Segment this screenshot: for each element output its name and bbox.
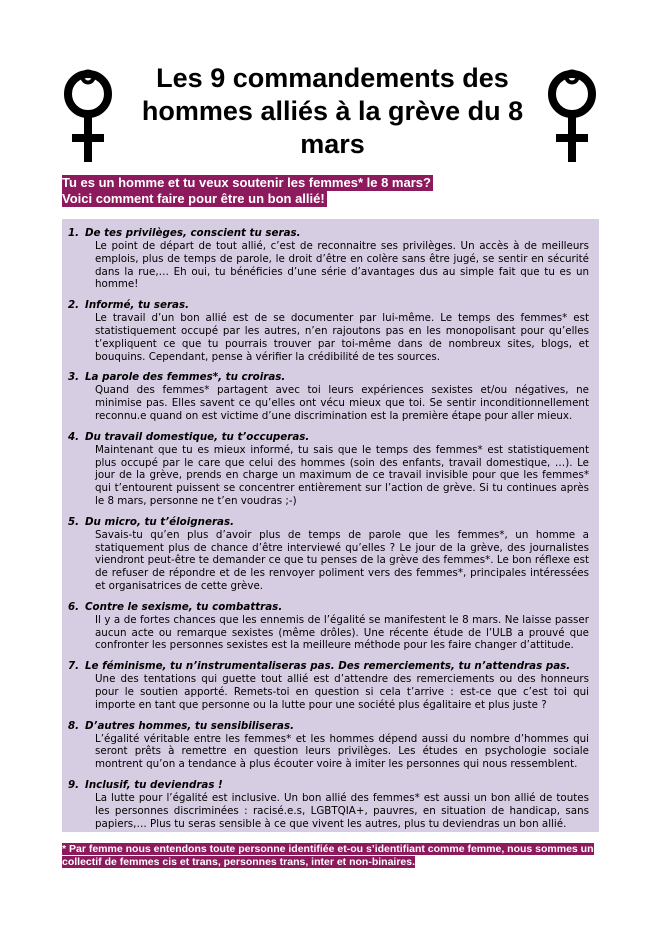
commandment-heading bbox=[68, 720, 589, 733]
commandment-number: 3. bbox=[68, 371, 80, 384]
commandment-item bbox=[68, 371, 589, 422]
commandment-item bbox=[68, 431, 589, 508]
commandment-number: 9. bbox=[68, 778, 80, 791]
commandment-number: 7. bbox=[68, 660, 80, 673]
commandment-text: Savais-tu qu’en plus d’avoir plus de temps de parole que les femmes*, un homme a statiquement plus de chance d’être interviewé qu’elles ? Le jour de la grève, des journalistes viendront peut-être te demander ce que tu penses de la grève des femmes*. Le bon réflexe est de refuser de répondre et de les renvoyer poliment vers des femmes*, principales intéressées et organisatrices de cette grève. bbox=[95, 528, 589, 592]
commandment-title: D’autres hommes, tu sensibiliseras. bbox=[85, 719, 294, 732]
commandment-heading bbox=[68, 601, 589, 614]
commandment-heading bbox=[68, 779, 589, 792]
intro-line-2: Voici comment faire pour être un bon allié! bbox=[62, 191, 325, 206]
venus-symbol-icon bbox=[544, 60, 600, 164]
page-title: Les 9 commandements des hommes alliés à la grève du 8 mars bbox=[141, 63, 524, 159]
commandment-item bbox=[68, 720, 589, 771]
commandments-list bbox=[62, 219, 599, 832]
commandment-number: 2. bbox=[68, 299, 80, 312]
commandment-text: Il y a de fortes chances que les ennemis de l’égalité se manifestent le 8 mars. Ne laisse passer aucun acte ou remarque sexistes (même drôles). Une récente étude de l’ULB a prouvé que confronter les personnes sexistes est la meilleure méthode pour les faire changer d’attitude. bbox=[95, 613, 589, 652]
commandment-item bbox=[68, 516, 589, 593]
commandment-heading bbox=[68, 516, 589, 529]
intro-line-1: Tu es un homme et tu veux soutenir les femmes* le 8 mars? bbox=[62, 175, 431, 190]
commandment-number: 8. bbox=[68, 719, 80, 732]
footnote-text: * Par femme nous entendons toute personne identifiée et-ou s’identifiant comme femme, nous sommes un collectif de femmes cis et trans, personnes trans, inter et non-binaires. bbox=[62, 843, 594, 868]
commandment-title: Le féminisme, tu n’instrumentaliseras pas. Des remerciements, tu n’attendras pas. bbox=[85, 660, 571, 673]
commandment-title: De tes privilèges, conscient tu seras. bbox=[85, 227, 301, 239]
commandment-title: La parole des femmes*, tu croiras. bbox=[85, 371, 286, 384]
commandment-title: Du micro, tu t’éloigneras. bbox=[85, 515, 235, 528]
commandment-heading bbox=[68, 299, 589, 312]
commandment-item bbox=[68, 779, 589, 830]
commandment-item bbox=[68, 227, 589, 291]
commandment-number: 6. bbox=[68, 600, 80, 613]
venus-symbol-icon bbox=[60, 60, 116, 164]
commandment-number: 5. bbox=[68, 515, 80, 528]
commandment-title: Du travail domestique, tu t’occuperas. bbox=[85, 430, 310, 443]
commandment-heading bbox=[68, 660, 589, 673]
footnote bbox=[62, 843, 599, 869]
commandment-title: Contre le sexisme, tu combattras. bbox=[85, 600, 283, 613]
commandment-item bbox=[68, 601, 589, 652]
commandment-text: Une des tentations qui guette tout allié est d’attendre des remerciements ou des honneurs pour le soutien apporté. Remets-toi en question si cela t’arrive : est-ce que c’est toi qui importe en tant que personne ou la lutte pour une société plus égalitaire et plus juste ? bbox=[95, 673, 589, 711]
commandment-heading bbox=[68, 371, 589, 384]
commandment-item bbox=[68, 660, 589, 711]
commandment-text: Le point de départ de tout allié, c’est de reconnaitre ses privilèges. Un accès à de meilleurs emplois, plus de temps de parole, le droit d’être en colère sans être jugé, se sentir en sécurité dans la rue,… Eh oui, tu bénéficies d’une série d’avantages dus au simple fait que tu es un homme! bbox=[95, 240, 589, 291]
commandment-number: 1. bbox=[68, 227, 80, 239]
commandment-text: Le travail d’un bon allié est de se documenter par lui-même. Le temps des femmes* est statistiquement occupé par les autres, n’en rajoutons pas en les monopolisant pour qu’elles t’expliquent ce que tu pourrais trouver par toi-même dans de nombreux sites, blogs, et bouquins. Cependant, pense à vérifier la crédibilité de tes sources. bbox=[95, 312, 589, 363]
commandment-text: Maintenant que tu es mieux informé, tu sais que le temps des femmes* est statistiquement plus occupé par le care que celui des hommes (soin des enfants, travail domestique, …). Le jour de la grève, prends en charge un maximum de ce travail invisible pour que les femmes* qui t’entourent puissent se concentrer entièrement sur l’action de grève. Si tu continues après le 8 mars, personne ne t’en voudras ;-) bbox=[95, 443, 589, 507]
intro-banner bbox=[62, 175, 433, 207]
commandment-heading bbox=[68, 431, 589, 444]
commandment-text: L’égalité véritable entre les femmes* et les hommes dépend aussi du nombre d’hommes qui seront prêts à remettre en question leurs privilèges. Les études en psychologie sociale montrent qu’on a tendance à plus écouter voire à imiter les personnes qui nous ressemblent. bbox=[95, 732, 589, 771]
commandment-heading bbox=[68, 227, 589, 240]
commandment-number: 4. bbox=[68, 430, 80, 443]
commandment-title: Informé, tu seras. bbox=[85, 299, 190, 312]
commandment-item bbox=[68, 299, 589, 363]
commandment-title: Inclusif, tu deviendras ! bbox=[85, 778, 223, 791]
commandment-text: La lutte pour l’égalité est inclusive. Un bon allié des femmes* est aussi un bon allié de toutes les personnes discriminées : racisé.e.s, LGBTQIA+, pauvres, en situation de handicap, sans papiers,… Plus tu seras sensible à ce que vivent les autres, plus tu deviendras un bon allié. bbox=[95, 791, 589, 830]
commandment-text: Quand des femmes* partagent avec toi leurs expériences sexistes et/ou négatives, ne minimise pas. Elles savent ce qu’elles ont vécu mieux que toi. Se sentir inconditionnellement reconnu.e quand on est victime d’une discrimination est la première étape pour aller mieux. bbox=[95, 384, 589, 422]
